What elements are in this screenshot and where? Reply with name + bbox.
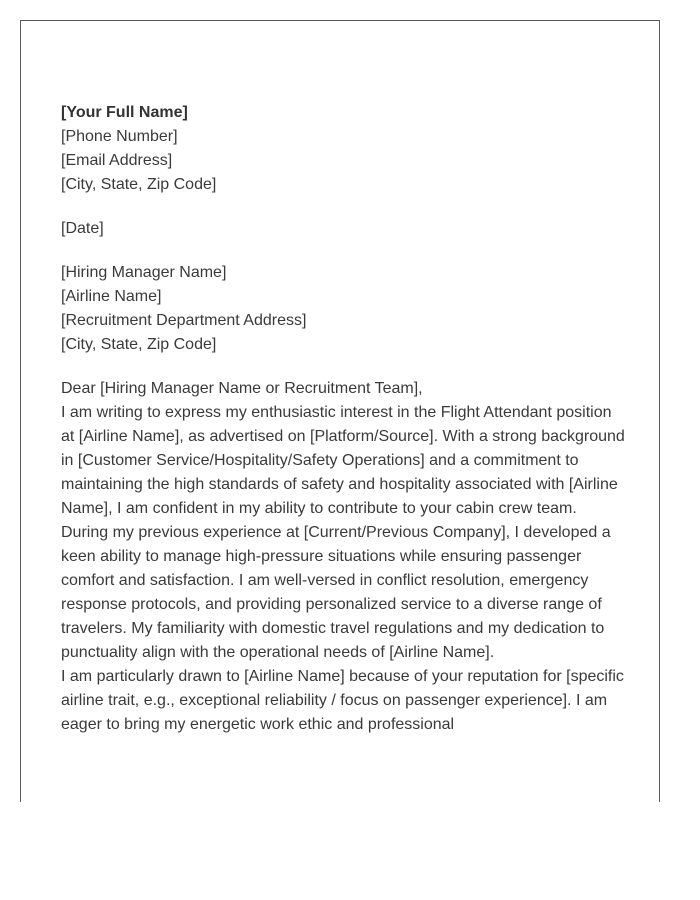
letter-content: [61, 101, 626, 737]
sender-phone: [Phone Number]: [61, 128, 178, 145]
body-paragraph-1: I am writing to express my enthusiastic interest in the Flight Attendant position at [Airline Name], as advertised on [Platform/Source]. With a strong background in [Customer Service/Hospitality/Safety Operations] and a commitment to maintaining the high standards of safety and hospitality associated with [Airline Name], I am confident in my ability to contribute to your cabin crew team.: [61, 404, 625, 517]
recipient-address: [Recruitment Department Address]: [61, 312, 307, 329]
sender-block: [61, 101, 626, 197]
body-paragraph-3: I am particularly drawn to [Airline Name] because of your reputation for [specific airline trait, e.g., exceptional reliability / focus on passenger experience]. I am eager to bring my energetic work ethic and professional: [61, 668, 624, 733]
recipient-block: [61, 261, 626, 357]
salutation: Dear [Hiring Manager Name or Recruitment Team],: [61, 380, 423, 397]
salutation-block: [61, 377, 626, 401]
body-paragraph-2: During my previous experience at [Current/Previous Company], I developed a keen ability to manage high-pressure situations while ensuring passenger comfort and satisfaction. I am well-versed in conflict resolution, emergency response protocols, and providing personalized service to a diverse range of travelers. My familiarity with domestic travel regulations and my dedication to punctuality align with the operational needs of [Airline Name].: [61, 524, 611, 661]
sender-city: [City, State, Zip Code]: [61, 176, 217, 193]
letter-date: [Date]: [61, 220, 104, 237]
sender-name: [Your Full Name]: [61, 104, 188, 121]
recipient-airline: [Airline Name]: [61, 288, 162, 305]
recipient-city: [City, State, Zip Code]: [61, 336, 217, 353]
recipient-manager: [Hiring Manager Name]: [61, 264, 227, 281]
letter-page: [20, 20, 660, 802]
sender-email: [Email Address]: [61, 152, 173, 169]
date-block: [61, 217, 626, 241]
